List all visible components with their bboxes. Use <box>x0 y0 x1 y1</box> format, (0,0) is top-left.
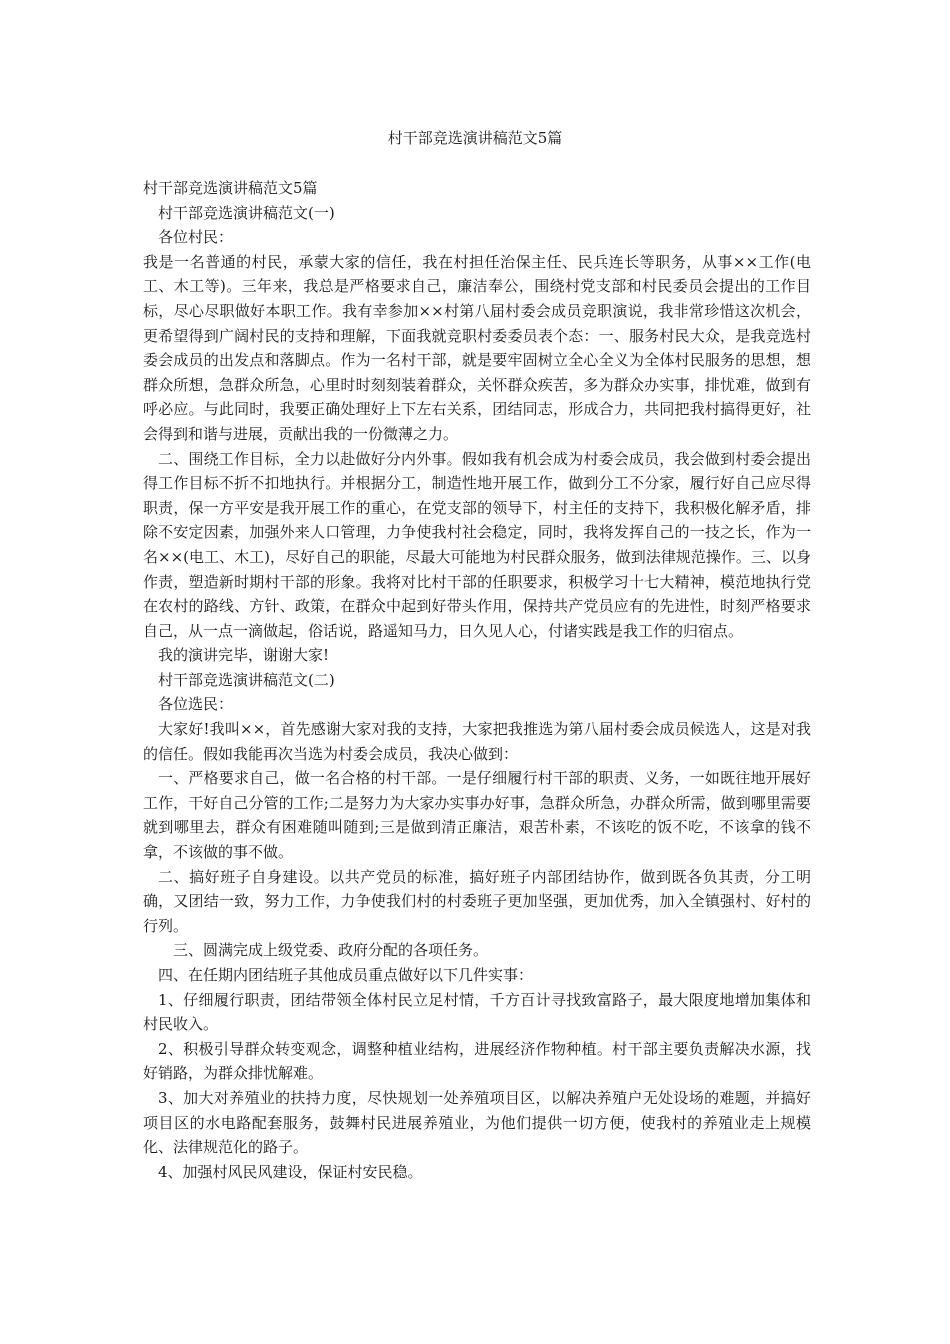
paragraph: 二、搞好班子自身建设。以共产党员的标准，搞好班子内部团结协作，做到既各负其责，分工明确，又团结一致，努力工作，力争使我们村的村委班子更加坚强，更加优秀，加入全镇强村、好村的行列。 <box>143 867 811 935</box>
paragraph: 我的演讲完毕，谢谢大家! <box>158 646 330 665</box>
paragraph: 2、积极引导群众转变观念，调整种植业结构，进展经济作物种植。村干部主要负责解决水源，找好销路，为群众排忧解难。 <box>143 1039 811 1083</box>
paragraph: 3、加大对养殖业的扶持力度，尽快规划一处养殖项目区，以解决养殖户无处设场的难题，并搞好项目区的水电路配套服务，鼓舞村民进展养殖业，为他们提供一切方便，使我村的养殖业走上规模化、法律规范化的路子。 <box>143 1088 811 1157</box>
paragraph: 大家好!我叫××，首先感谢大家对我的支持，大家把我推选为第八届村委会成员候选人，这是对我的信任。假如我能再次当选为村委会成员，我决心做到： <box>143 720 811 763</box>
paragraph: 村干部竞选演讲稿范文(二) <box>158 670 335 689</box>
paragraph: 4、加强村风民风建设，保证村安民稳。 <box>158 1162 423 1181</box>
document-title: 村干部竞选演讲稿范文5篇 <box>387 129 563 147</box>
paragraph: 1、仔细履行职责，团结带领全体村民立足村情，千方百计寻找致富路子，最大限度地增加集体和村民收入。 <box>143 990 811 1034</box>
paragraph: 各位选民： <box>158 695 234 714</box>
paragraph: 各位村民： <box>158 228 234 247</box>
paragraph: 四、在任期内团结班子其他成员重点做好以下几件实事： <box>158 966 534 984</box>
paragraph: 二、围绕工作目标，全力以赴做好分内外事。假如我有机会成为村委会成员，我会做到村委会提出得工作目标不折不扣地执行。并根据分工，制造性地开展工作，做到分工不分家，履行好自己应尽得职责，保一方平安是我开展工作的重心，在党支部的领导下，村主任的支持下，我积极化解矛盾，排除不安定因素，加强外来人口管理，力争使我村社会稳定，同时，我将发挥自己的一技之长，作为一名××(电工、木工)，尽好自己的职能，尽最大可能地为村民群众服务，做到法律规范操作。三、以身作责，塑造新时期村干部的形象。我将对比村干部的任职要求，积极学习十七大精神，模范地执行党在农村的路线、方针、政策，在群众中起到好带头作用，保持共产党员应有的先进性，时刻严格要求自己，从一点一滴做起，俗话说，路遥知马力，日久见人心，付诸实践是我工作的归宿点。 <box>143 449 811 640</box>
paragraph: 一、严格要求自己，做一名合格的村干部。一是仔细履行村干部的职责、义务，一如既往地开展好工作，干好自己分管的工作;二是努力为大家办实事办好事，急群众所急，办群众所需，做到哪里需要就到哪里去，群众有困难随叫随到;三是做到清正廉洁，艰苦朴素，不该吃的饭不吃，不该拿的钱不拿，不该做的事不做。 <box>143 769 811 862</box>
paragraph: 三、圆满完成上级党委、政府分配的各项任务。 <box>173 941 489 960</box>
paragraph: 我是一名普通的村民，承蒙大家的信任，我在村担任治保主任、民兵连长等职务，从事××工作(电工、木工等)。三年来，我总是严格要求自己，廉洁奉公，围绕村党支部和村民委员会提出的工作目标，尽心尽职做好本职工作。我有幸参加××村第八届村委会成员竞职演说，我非常珍惜这次机会，更希望得到广阔村民的支持和理解，下面我就竞职村委委员表个态：一、服务村民大众，是我竞选村委会成员的出发点和落脚点。作为一名村干部，就是要牢固树立全心全义为全体村民服务的思想，想群众所想，急群众所急，心里时时刻刻装着群众，关怀群众疾苦，多为群众办实事，排忧难，做到有呼必应。与此同时，我要正确处理好上下左右关系，团结同志，形成合力，共同把我村搞得更好，社会得到和谐与进展，贡献出我的一份微薄之力。 <box>143 252 811 443</box>
document-body <box>143 176 811 1184</box>
paragraph: 村干部竞选演讲稿范文(一) <box>158 203 335 222</box>
paragraph: 村干部竞选演讲稿范文5篇 <box>143 179 318 197</box>
